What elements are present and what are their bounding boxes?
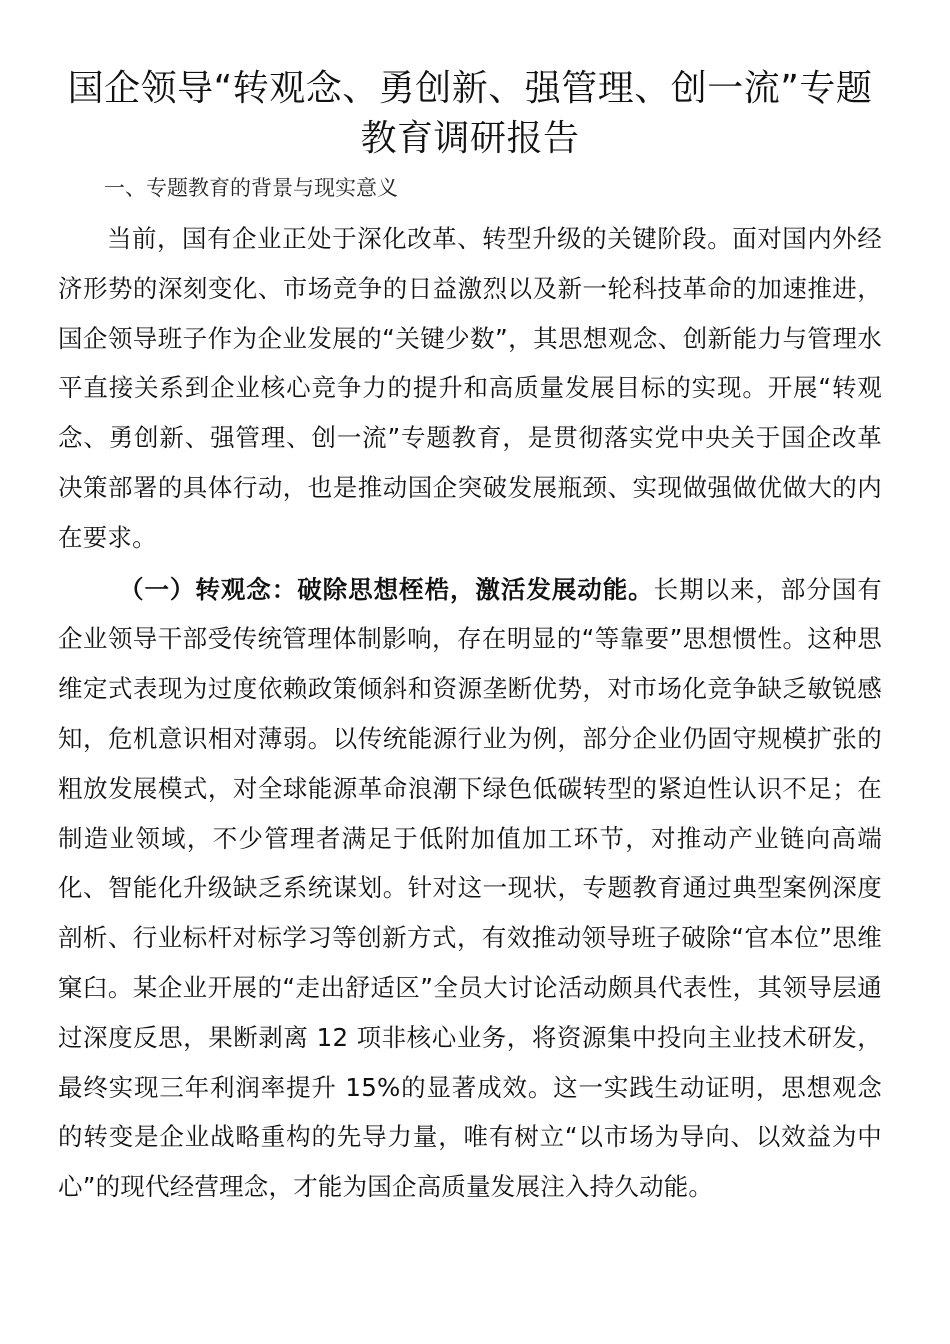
paragraph-change-mindset <box>58 565 882 1212</box>
document-title <box>58 64 882 164</box>
title-line-1: 国企领导“转观念、勇创新、强管理、创一流”专题 <box>67 68 873 109</box>
paragraph-body: 长期以来，部分国有企业领导干部受传统管理体制影响，存在明显的“等靠要”思想惯性。这种思维定式表现为过度依赖政策倾斜和资源垄断优势，对市场化竞争缺乏敏锐感知，危机意识相对薄弱。以传统能源行业为例，部分企业仍固守规模扩张的粗放发展模式，对全球能源革命浪潮下绿色低碳转型的紧迫性认识不足；在制造业领域，不少管理者满足于低附加值加工环节，对推动产业链向高端化、智能化升级缺乏系统谋划。针对这一现状，专题教育通过典型案例深度剖析、行业标杆对标学习等创新方式，有效推动领导班子破除“官本位”思维窠臼。某企业开展的“走出舒适区”全员大讨论活动颇具代表性，其领导层通过深度反思，果断剥离 12 项非核心业务，将资源集中投向主业技术研发，最终实现三年利润率提升 15%的显著成效。这一实践生动证明，思想观念的转变是企业战略重构的先导力量，唯有树立“以市场为导向、以效益为中心”的现代经营理念，才能为国企高质量发展注入持久动能。 <box>58 574 882 1202</box>
subsection-lead: （一）转观念：破除思想桎梏，激活发展动能。 <box>119 574 654 604</box>
title-line-2: 教育调研报告 <box>360 118 580 159</box>
section-heading: 一、专题教育的背景与现实意义 <box>104 176 398 200</box>
paragraph-background: 当前，国有企业正处于深化改革、转型升级的关键阶段。面对国内外经济形势的深刻变化、市场竞争的日益激烈以及新一轮科技革命的加速推进，国企领导班子作为企业发展的“关键少数”，其思想观念、创新能力与管理水平直接关系到企业核心竞争力的提升和高质量发展目标的实现。开展“转观念、勇创新、强管理、创一流”专题教育，是贯彻落实党中央关于国企改革决策部署的具体行动，也是推动国企突破发展瓶颈、实现做强做优做大的内在要求。 <box>58 224 882 552</box>
